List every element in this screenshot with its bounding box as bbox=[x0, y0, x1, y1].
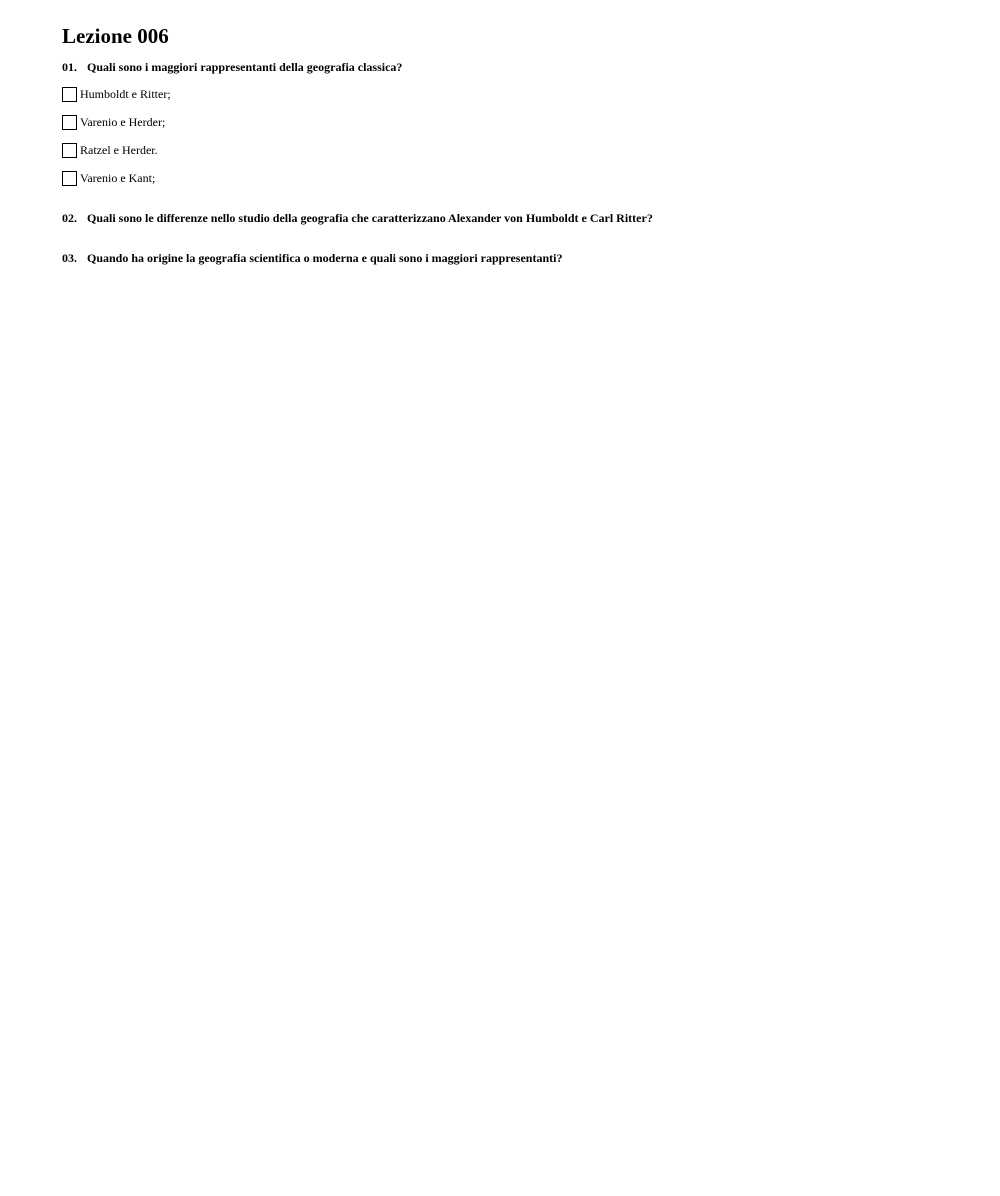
question-number: 01. bbox=[62, 60, 77, 74]
answer-option[interactable] bbox=[62, 114, 165, 130]
answer-label: Varenio e Kant; bbox=[80, 171, 156, 185]
question-number: 02. bbox=[62, 211, 77, 225]
lesson-title: Lezione 006 bbox=[62, 24, 169, 48]
answer-option[interactable] bbox=[62, 142, 158, 158]
question-number: 03. bbox=[62, 251, 77, 265]
answer-label: Ratzel e Herder. bbox=[80, 143, 158, 157]
answer-checkbox[interactable] bbox=[62, 143, 77, 158]
answer-checkbox[interactable] bbox=[62, 87, 77, 102]
question-text: Quali sono le differenze nello studio della geografia che caratterizzano Alexander von Humboldt e Carl Ritter? bbox=[87, 211, 653, 225]
answer-label: Humboldt e Ritter; bbox=[80, 87, 171, 101]
question-01 bbox=[62, 59, 402, 75]
question-text: Quali sono i maggiori rappresentanti della geografia classica? bbox=[87, 60, 403, 74]
answer-checkbox[interactable] bbox=[62, 115, 77, 130]
question-text: Quando ha origine la geografia scientifica o moderna e quali sono i maggiori rappresentanti? bbox=[87, 251, 563, 265]
question-03 bbox=[62, 250, 562, 266]
answer-label: Varenio e Herder; bbox=[80, 115, 166, 129]
answer-checkbox[interactable] bbox=[62, 171, 77, 186]
question-02 bbox=[62, 210, 653, 226]
answer-option[interactable] bbox=[62, 86, 171, 102]
answer-option[interactable] bbox=[62, 170, 155, 186]
